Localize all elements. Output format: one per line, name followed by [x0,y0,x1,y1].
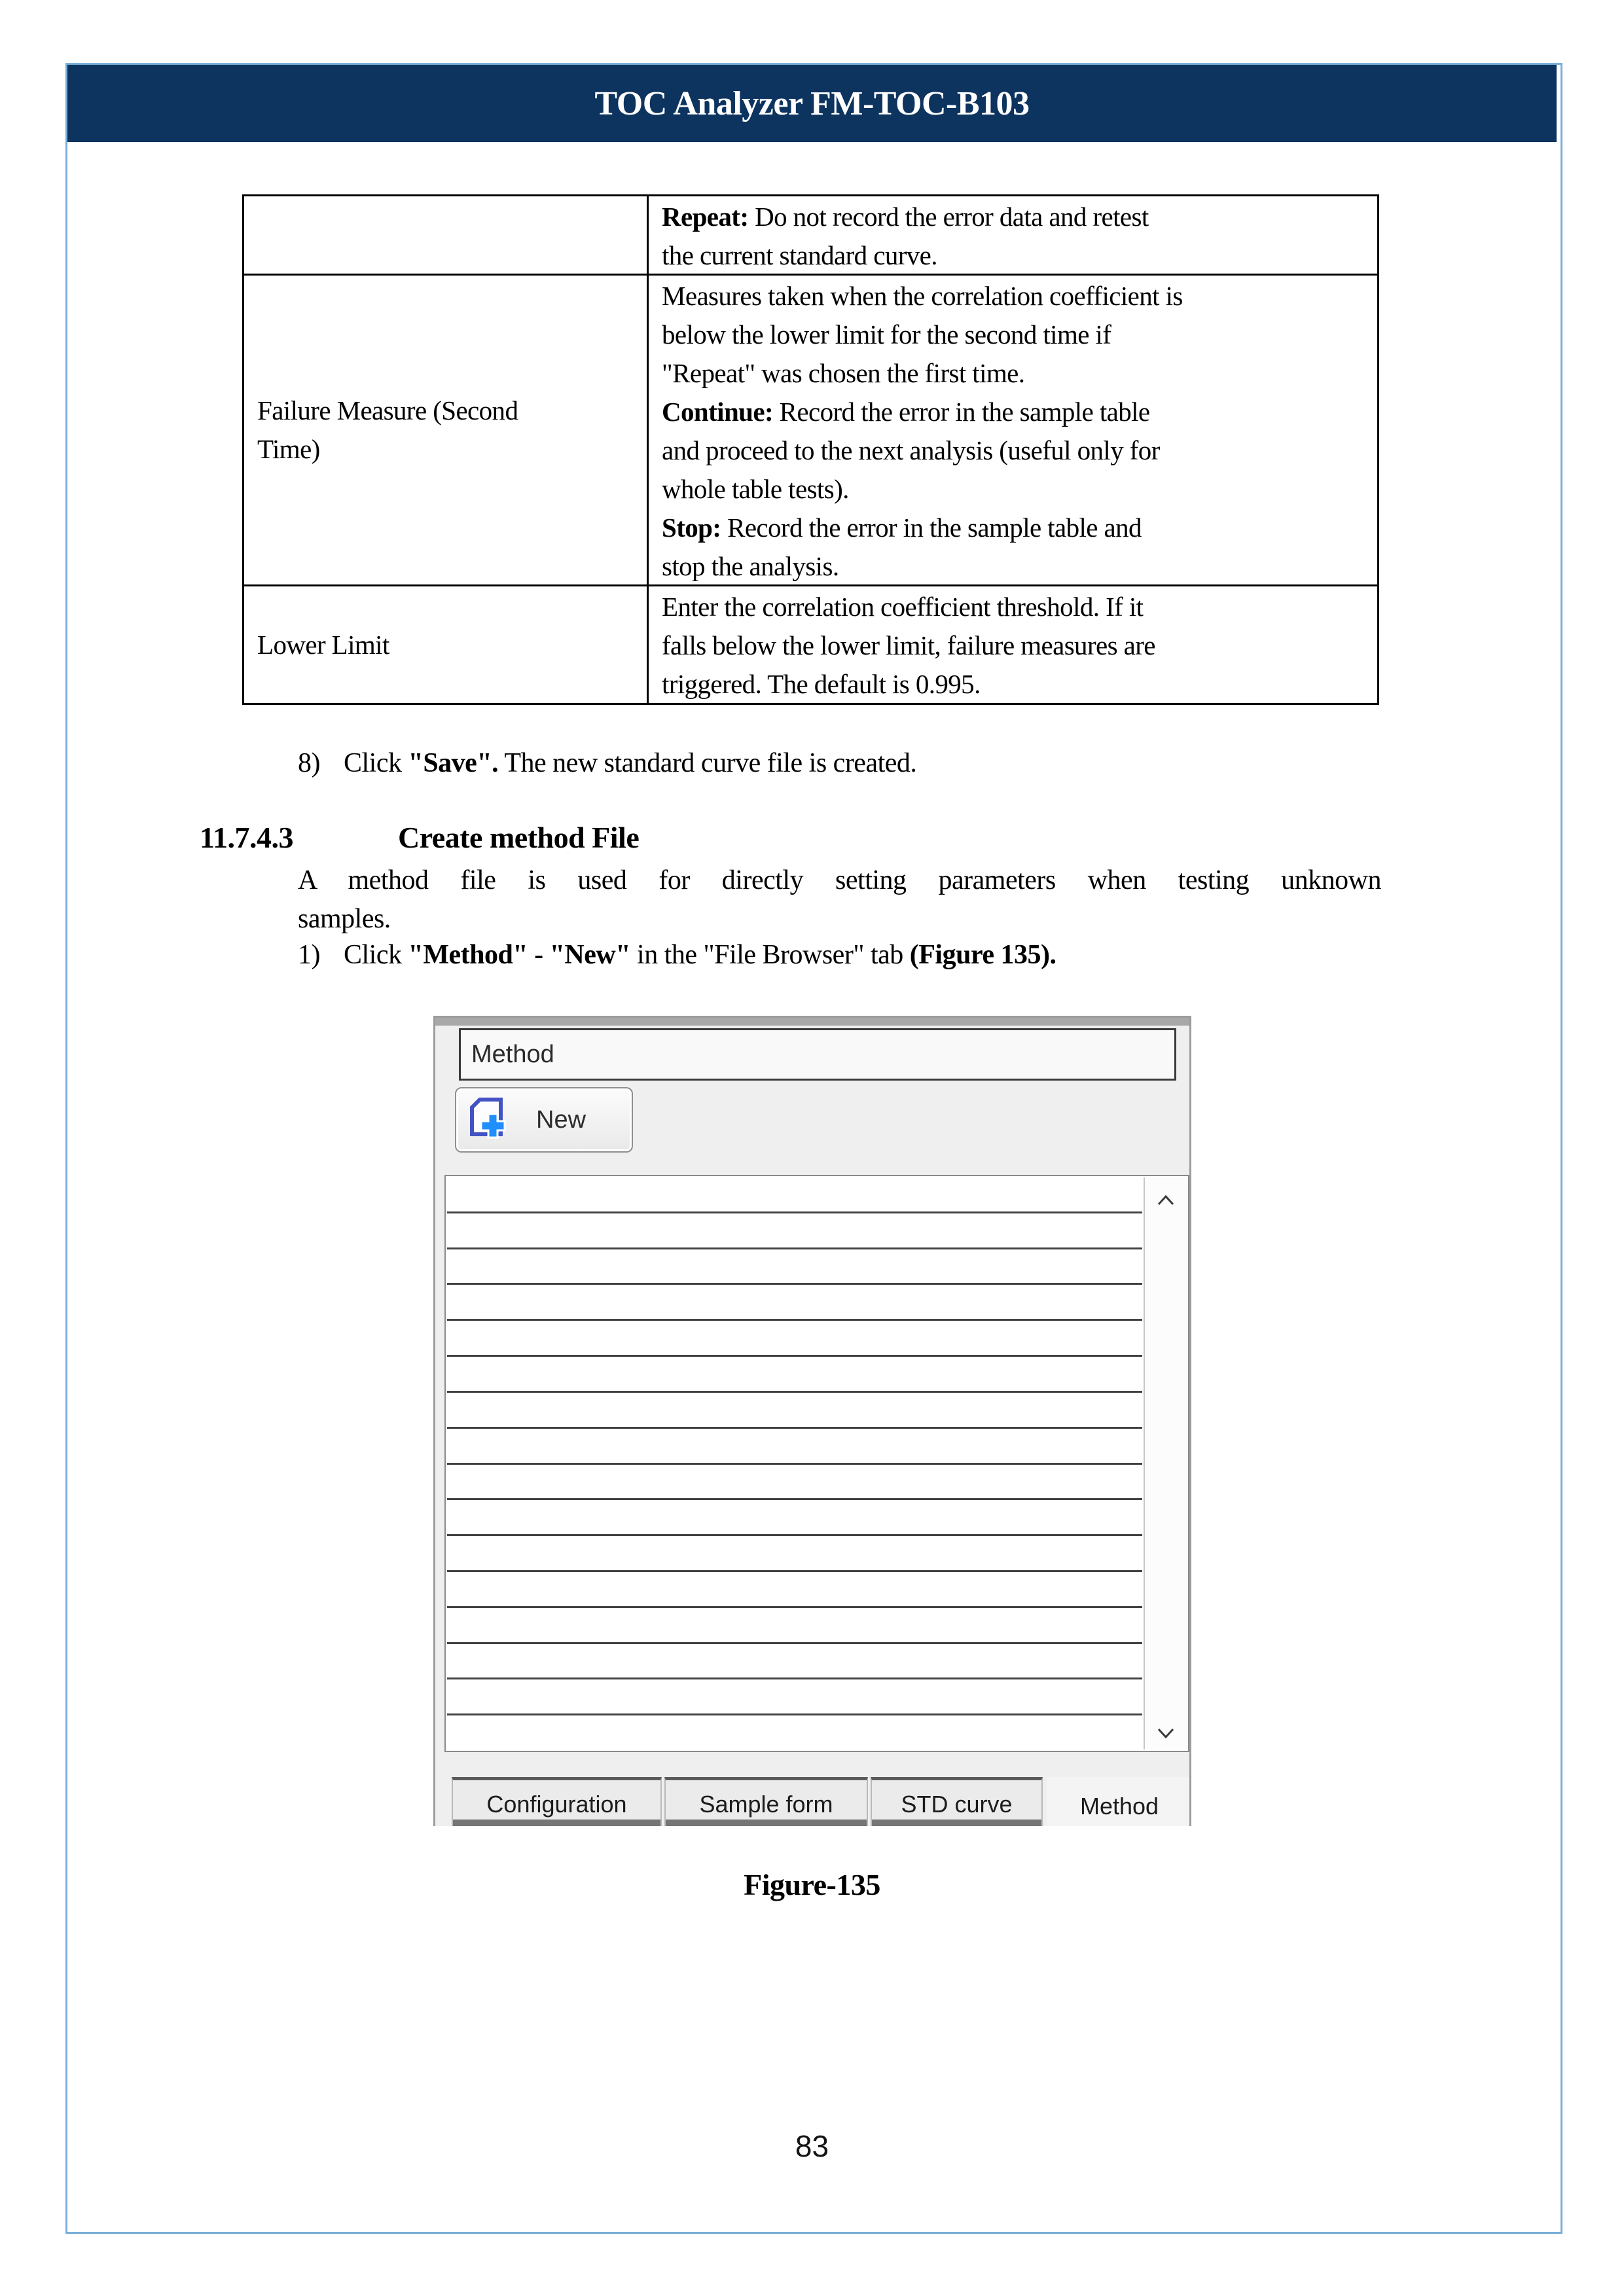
step-1-line: 1) Click "Method" - "New" in the "File Browser" tab (Figure 135). [298,936,1056,975]
table-desc-cell: Repeat: Do not record the error data and retest the current standard curve. [662,202,1149,270]
table-term-cell: Failure Measure (Second Time) [244,276,649,584]
step-8-line: 8) Click "Save". The new standard curve file is created. [298,744,916,783]
tab-std-curve[interactable]: STD curve [871,1777,1043,1826]
list-row[interactable] [447,1249,1142,1285]
scrollbar[interactable] [1144,1177,1187,1749]
document-title: TOC Analyzer FM-TOC-B103 [594,84,1030,122]
tab-sample-form[interactable]: Sample form [664,1777,868,1826]
list-row[interactable] [447,1393,1142,1429]
file-list [444,1175,1189,1752]
section-heading [200,820,639,855]
page-number: 83 [795,2129,829,2163]
new-button-label: New [536,1105,586,1134]
scroll-down-icon[interactable] [1156,1727,1176,1739]
list-row[interactable] [447,1357,1142,1393]
file-browser-panel [433,1016,1191,1826]
table-row [244,586,1377,703]
tab-strip [435,1777,1189,1826]
section-title: Create method File [398,821,640,854]
list-row[interactable] [447,1536,1142,1572]
document-header-bar [67,65,1557,142]
table-row [244,276,1377,586]
panel-title-label: Method [471,1041,554,1068]
table-term-cell: Lower Limit [244,586,649,703]
list-row[interactable] [447,1715,1142,1749]
new-file-plus-icon [467,1096,507,1143]
step-number: 1) [298,940,320,970]
scroll-up-icon[interactable] [1156,1194,1176,1206]
list-row[interactable] [447,1500,1142,1536]
section-paragraph: A method file is used for directly setting parameters when testing unknown samples. [298,865,1381,934]
tab-configuration[interactable]: Configuration [452,1777,662,1826]
list-row[interactable] [447,1213,1142,1249]
table-term-cell [244,196,649,274]
window-top-edge [435,1018,1189,1026]
list-row[interactable] [447,1321,1142,1357]
list-row[interactable] [447,1177,1142,1213]
list-row[interactable] [447,1429,1142,1465]
new-button[interactable] [455,1087,633,1153]
list-row[interactable] [447,1572,1142,1608]
list-row[interactable] [447,1608,1142,1644]
list-row[interactable] [447,1465,1142,1501]
table-desc-cell: Measures taken when the correlation coefficient is below the lower limit for the second time if "Repeat" was chosen the first time. Continue: Record the error in the sample table and proceed to the next analysis (useful only for whole table tests). Stop: Record the error in the sample table and stop the analysis. [662,281,1183,581]
step-number: 8) [298,748,320,778]
table-row [244,196,1377,276]
list-row[interactable] [447,1679,1142,1715]
section-number: 11.7.4.3 [200,821,293,854]
figure-caption: Figure-135 [744,1868,880,1901]
panel-title-box [459,1028,1176,1081]
parameters-table [242,194,1379,705]
table-desc-cell: Enter the correlation coefficient threshold. If it falls below the lower limit, failure measures are triggered. The default is 0.995. [662,592,1155,699]
list-row[interactable] [447,1644,1142,1680]
tab-method[interactable]: Method [1047,1777,1191,1826]
list-row[interactable] [447,1285,1142,1321]
file-list-rows [447,1177,1142,1749]
